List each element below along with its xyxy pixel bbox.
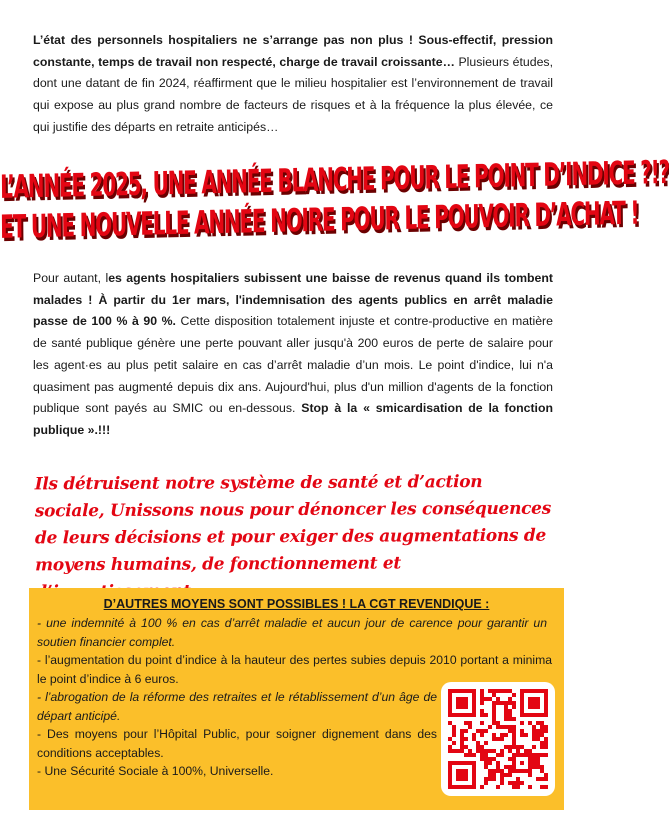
body-start-text: Pour autant, l — [33, 271, 109, 285]
headline-line-2: ET UNE NOUVELLE ANNÉE NOIRE POUR LE POUVOIR D’ACHAT ! — [0, 193, 639, 246]
claim-item-4: - Des moyens pour l’Hôpital Public, pour soigner dignement dans des conditions acceptables. — [37, 727, 437, 760]
qr-code-icon[interactable] — [441, 682, 555, 796]
qr-code-graphic — [448, 689, 548, 789]
body-end-bold-text: Stop à la « smicardisation de la fonction publique ».!!! — [33, 401, 553, 437]
claim-item-2: - l’augmentation du point d’indice à la hauteur des pertes subies depuis 2010 portant a minima le point d’indice à 6 euros. — [37, 653, 552, 686]
body-mid-text: Cette disposition totalement injuste et contre-productive en matière de santé publique génère une perte pouvant aller jusqu'à 200 euros de perte de salaire pour les agent·es au plus petit salaire en cas d’arrêt maladie d’un mois. Le point d'indice, lui n'a quasiment pas augmenté depuis dix ans. Aujourd'hui, plus d'un million d'agents de la fonction publique sont payés au SMIC ou en-dessous. — [33, 314, 553, 416]
claim-item-3: - l’abrogation de la réforme des retraites et le rétablissement d’un âge de départ anticipé. — [37, 690, 437, 723]
slogan: Ils détruisent notre système de santé et d’action sociale, Unissons nous pour dénoncer les conséquences de leurs décisions et pour exiger des augmentations de moyens humains, de fonctionnement et — [34, 472, 551, 576]
body-paragraph — [33, 268, 553, 442]
claims-title: D’AUTRES MOYENS SONT POSSIBLES ! LA CGT REVENDIQUE : — [103, 597, 490, 611]
claim-item-5: - Une Sécurité Sociale à 100%, Universelle. — [37, 764, 274, 778]
headline-line-1: L’ANNÉE 2025, UNE ANNÉE BLANCHE POUR LE POINT D’INDICE ?!? — [0, 152, 669, 206]
intro-bold-text: L’état des personnels hospitaliers ne s’arrange pas non plus ! Sous-effectif, pression constante, temps de travail non respecté, charge de travail croissante… — [33, 33, 553, 69]
claims-banner — [29, 588, 564, 810]
body-bold-text: es agents hospitaliers subissent une baisse de revenus quand ils tombent malades ! À partir du 1er mars, l'indemnisation des agents publics en arrêt maladie passe de 100 % à 90 %. — [33, 271, 553, 329]
claim-item-1: - une indemnité à 100 % en cas d’arrêt maladie et aucun jour de carence pour garantir un soutien financier complet. — [37, 616, 547, 649]
intro-paragraph — [33, 30, 553, 139]
intro-rest-text: Plusieurs études, dont une datant de fin 2024, réaffirment que le milieu hospitalier est l’environnement de travail qui expose au plus grand nombre de facteurs de risques et à la fréquence la plus élevée, ce qui justifie des départs en retraite anticipés… — [33, 54, 553, 134]
